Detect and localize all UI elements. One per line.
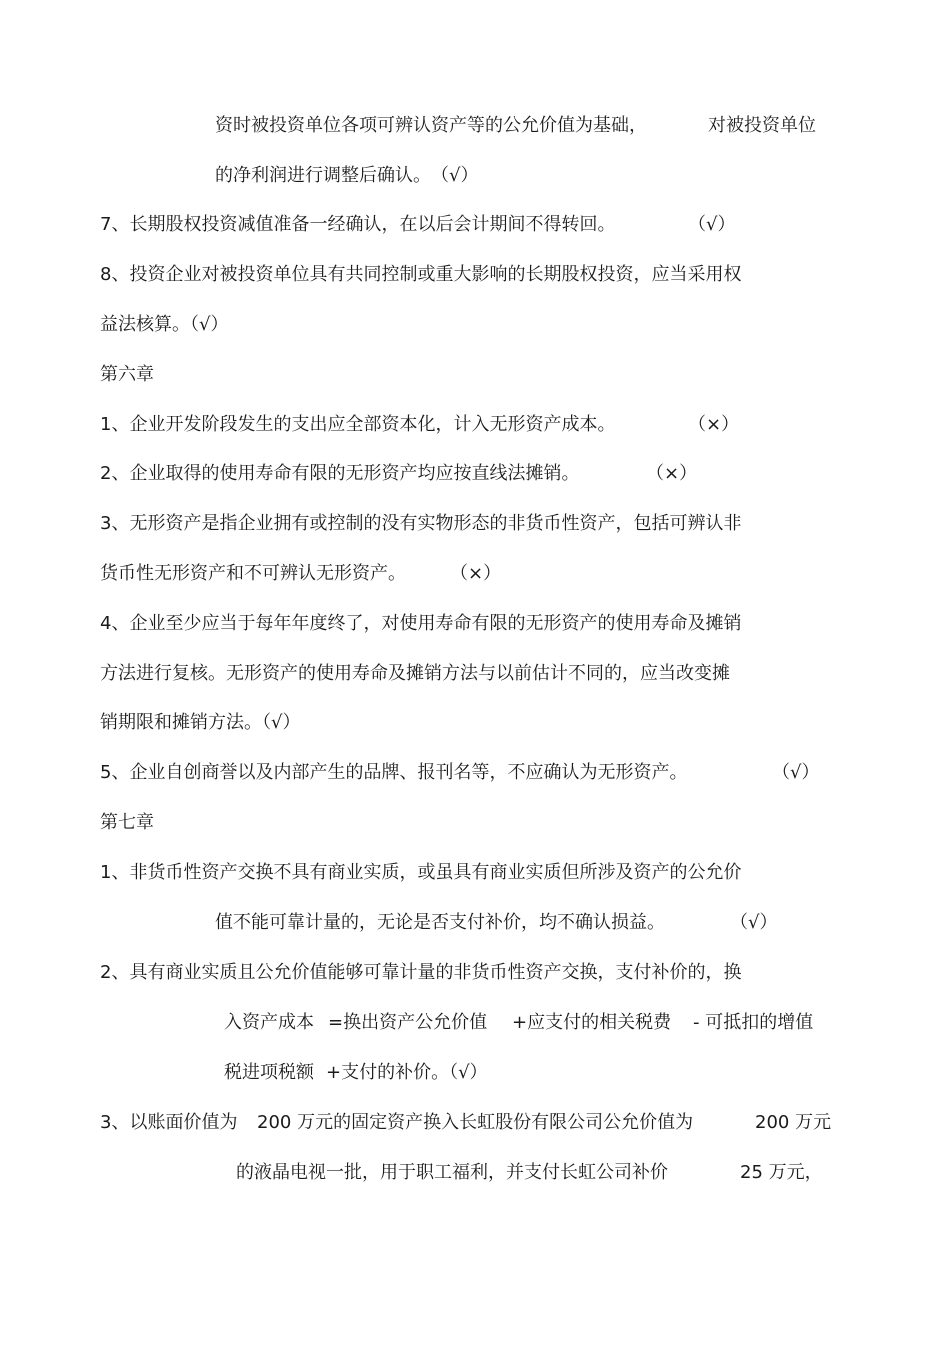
text-line: 销期限和摊销方法。（√） — [100, 712, 301, 733]
text-line: 200 万元 — [755, 1112, 832, 1133]
text-line: =换出资产公允价值 — [328, 1012, 488, 1033]
text-line: +支付的补价。（√） — [326, 1062, 488, 1083]
chapter-heading: 第六章 — [100, 364, 154, 385]
text-line: 25 万元， — [740, 1162, 823, 1183]
text-line: 3、无形资产是指企业拥有或控制的没有实物形态的非货币性资产，包括可辨认非 — [100, 513, 742, 534]
answer-mark: （×） — [688, 414, 740, 435]
answer-mark: （×） — [450, 563, 502, 584]
text-line: 方法进行复核。无形资产的使用寿命及摊销方法与以前估计不同的，应当改变摊 — [100, 663, 730, 684]
text-line: 税进项税额 — [224, 1062, 314, 1083]
text-line: - 可抵扣的增值 — [693, 1012, 814, 1033]
chapter-heading: 第七章 — [100, 812, 154, 833]
text-line: 资时被投资单位各项可辨认资产等的公允价值为基础， — [215, 115, 647, 136]
text-line: 4、企业至少应当于每年年度终了，对使用寿命有限的无形资产的使用寿命及摊销 — [100, 613, 742, 634]
text-line: 1、非货币性资产交换不具有商业实质，或虽具有商业实质但所涉及资产的公允价 — [100, 862, 742, 883]
text-line: 益法核算。（√） — [100, 314, 229, 335]
answer-mark: （√） — [688, 214, 736, 235]
text-line: 的净利润进行调整后确认。 （√） — [215, 165, 479, 186]
text-line: 入资产成本 — [224, 1012, 314, 1033]
text-line: +应支付的相关税费 — [512, 1012, 672, 1033]
text-line: 3、以账面价值为 — [100, 1112, 238, 1133]
text-line: 7、长期股权投资减值准备一经确认，在以后会计期间不得转回。 — [100, 214, 616, 235]
text-line: 值不能可靠计量的，无论是否支付补价，均不确认损益。 — [215, 912, 665, 933]
text-line: 2、具有商业实质且公允价值能够可靠计量的非货币性资产交换，支付补价的，换 — [100, 962, 742, 983]
text-line: 8、投资企业对被投资单位具有共同控制或重大影响的长期股权投资，应当采用权 — [100, 264, 742, 285]
answer-mark: （√） — [730, 912, 778, 933]
text-line: 1、企业开发阶段发生的支出应全部资本化，计入无形资产成本。 — [100, 414, 616, 435]
text-line: 的液晶电视一批，用于职工福利，并支付长虹公司补价 — [236, 1162, 668, 1183]
answer-mark: （×） — [646, 463, 698, 484]
text-line: 2、企业取得的使用寿命有限的无形资产均应按直线法摊销。 — [100, 463, 580, 484]
text-line: 对被投资单位 — [708, 115, 816, 136]
text-line: 货币性无形资产和不可辨认无形资产。 — [100, 563, 406, 584]
text-line: 5、企业自创商誉以及内部产生的品牌、报刊名等，不应确认为无形资产。 — [100, 762, 688, 783]
answer-mark: （√） — [772, 762, 820, 783]
text-line: 200 万元的固定资产换入长虹股份有限公司公允价值为 — [257, 1112, 694, 1133]
